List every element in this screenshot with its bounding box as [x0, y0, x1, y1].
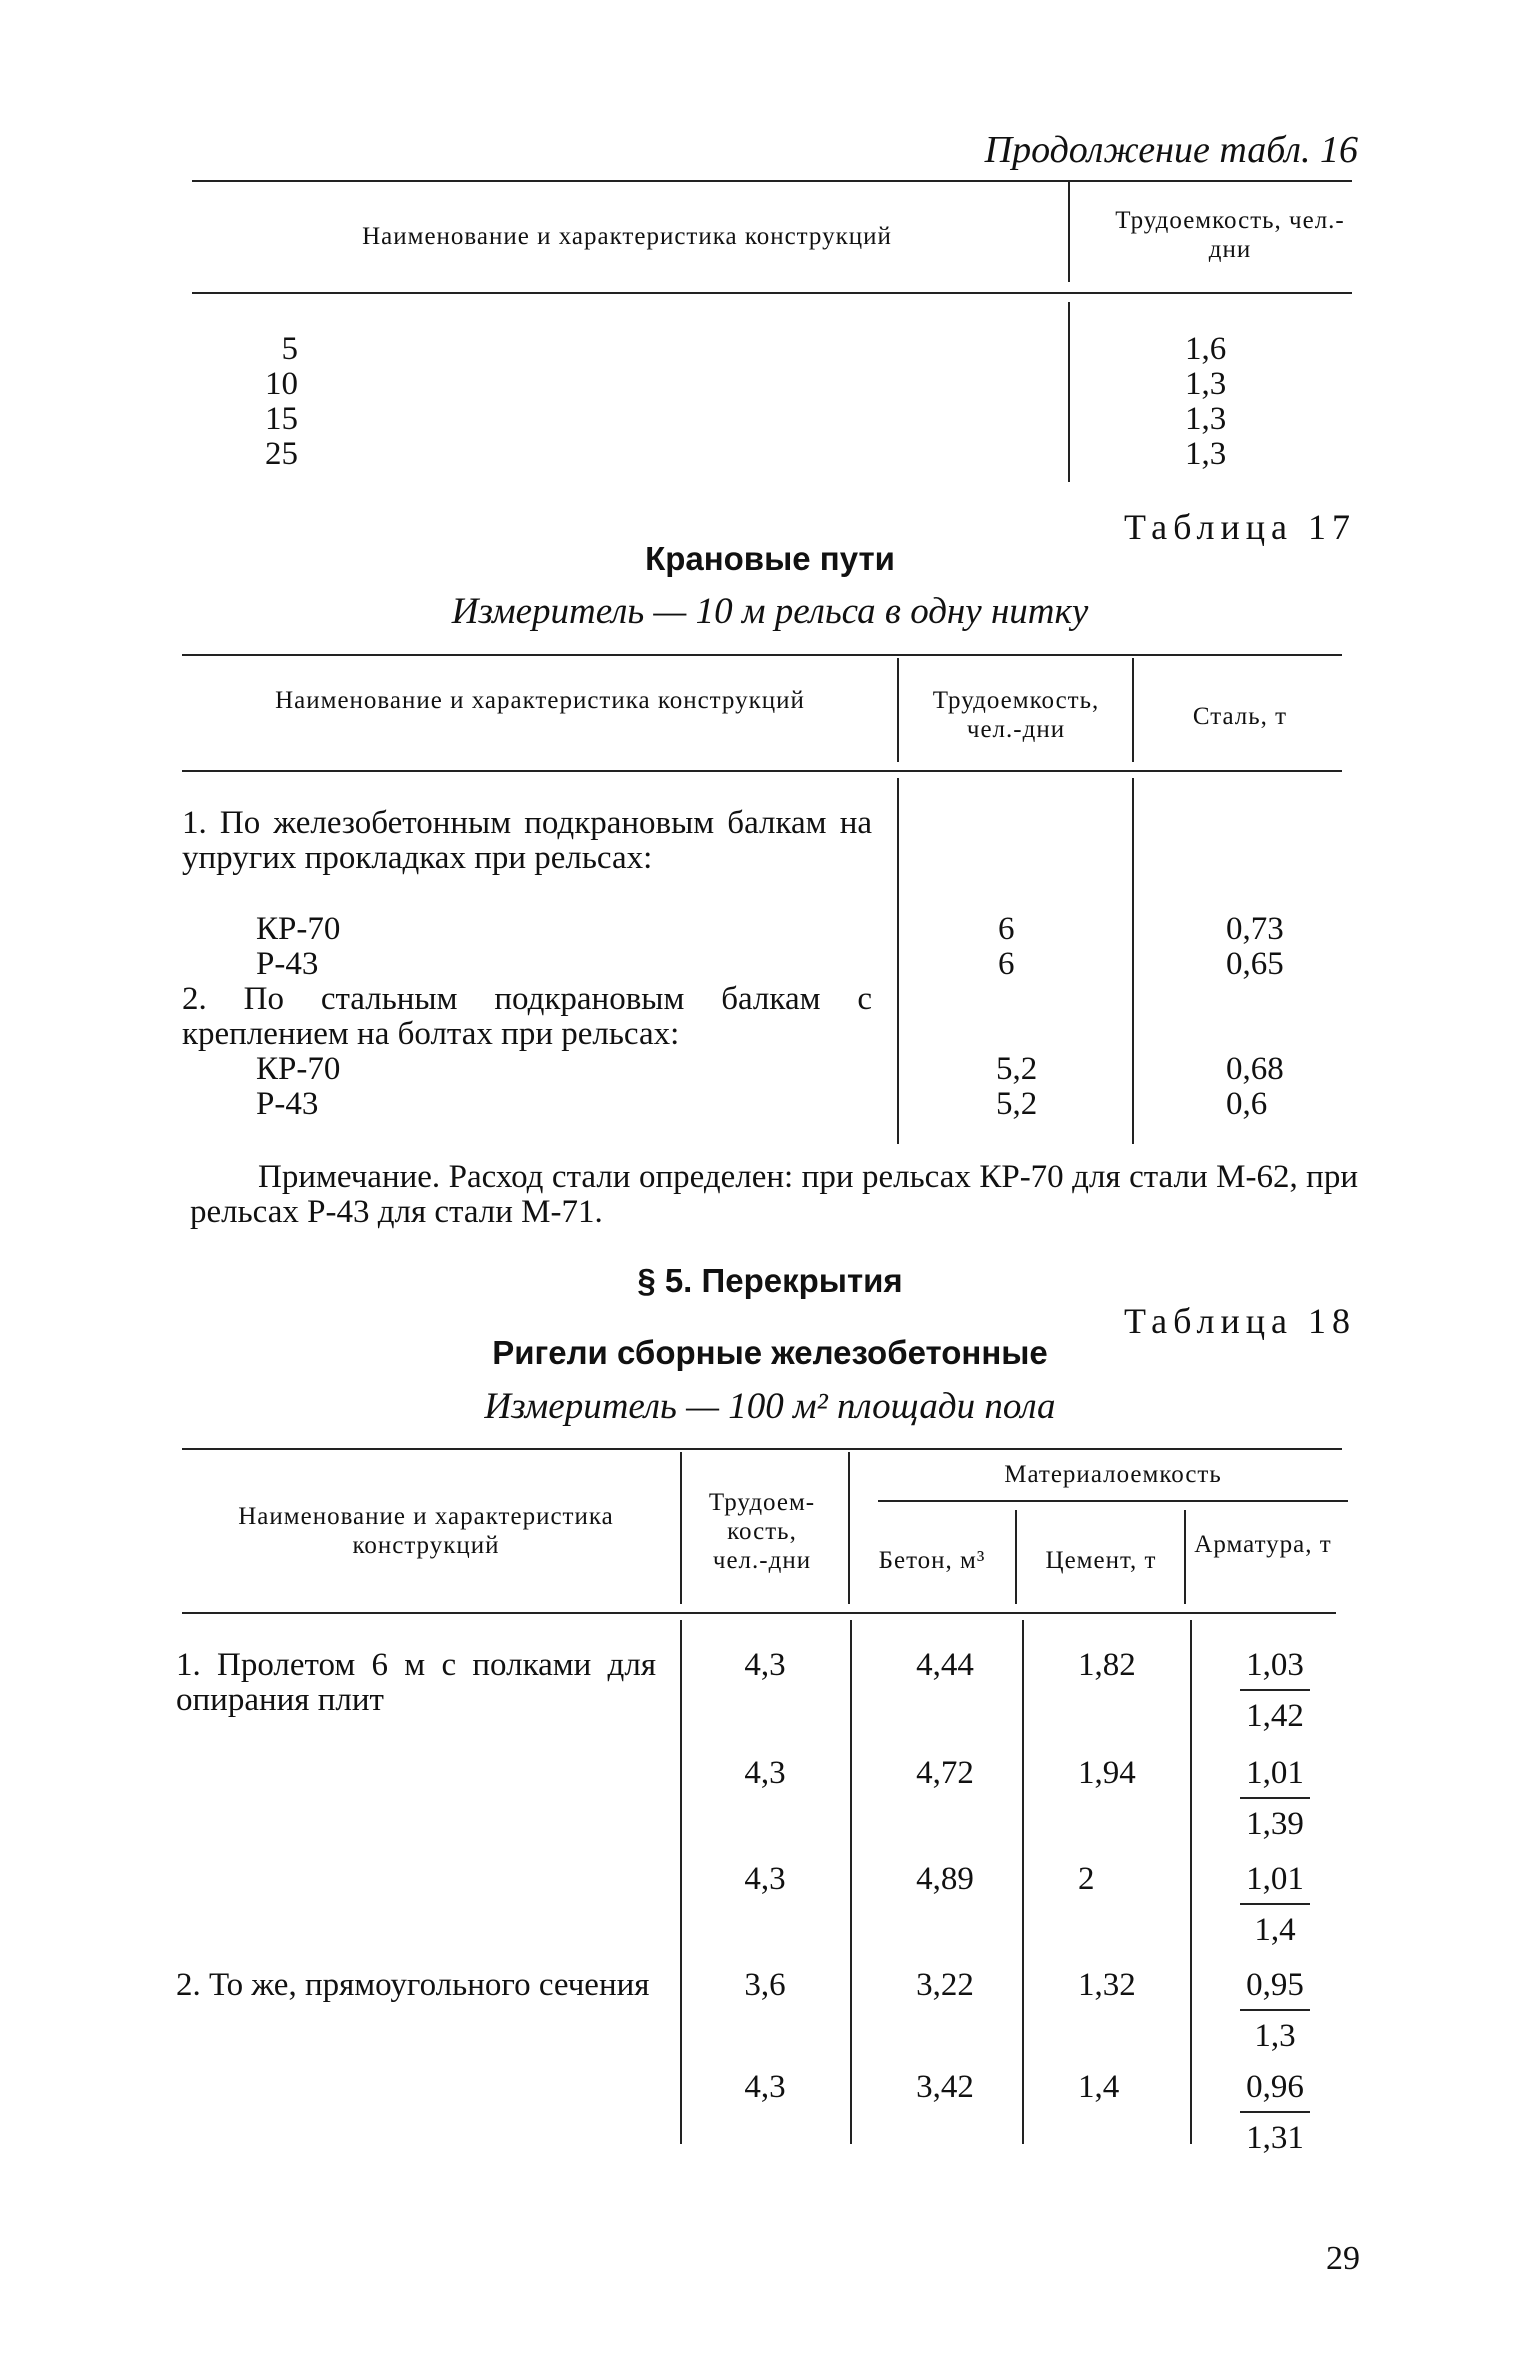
table18-row-rebar: [1240, 1968, 1310, 2054]
table18-row-labor: 3,6: [744, 1967, 786, 2003]
table16-row-labor: 1,3: [1185, 436, 1227, 472]
table18-row-cement: 1,32: [1078, 1967, 1136, 2003]
table18-row-rebar: [1240, 2070, 1310, 2156]
section-heading: § 5. Перекрытия: [637, 1262, 903, 1299]
table18-top-rule: [182, 1448, 1342, 1450]
table17-row-labor: 6: [998, 911, 1015, 947]
table18-rebar-denominator: 1,4: [1254, 1912, 1296, 1948]
table17-row-labor: 6: [998, 946, 1015, 982]
table18-rebar-numerator: 1,03: [1240, 1648, 1310, 1691]
table17-label: Таблица 17: [1124, 507, 1356, 547]
table17-note: Примечание. Расход стали определен: при рельсах КР-70 для стали М-62, при рельсах Р-43 для стали М-71.: [190, 1159, 1358, 1230]
table18-title: Ригели сборные железобетонные: [492, 1334, 1048, 1371]
table18-row-concrete: 4,44: [916, 1647, 974, 1683]
table18-header-material: Материалоемкость: [1004, 1461, 1222, 1488]
table18-row-cement: 1,4: [1078, 2069, 1120, 2105]
table18-item1-text: 1. Пролетом 6 м с полками для опирания плит: [176, 1647, 656, 1718]
table17-row-steel: 0,68: [1226, 1051, 1284, 1087]
table17-row-steel: 0,65: [1226, 946, 1284, 982]
table17-row-labor: 5,2: [996, 1051, 1038, 1087]
table17-row-name: КР-70: [256, 1051, 341, 1087]
table18-row-labor: 4,3: [744, 1647, 786, 1683]
table16-row-name: 15: [265, 401, 298, 437]
table17-row-steel: 0,73: [1226, 911, 1284, 947]
table18-divider-4-body: [1190, 1620, 1192, 2144]
page-number: 29: [1326, 2240, 1360, 2277]
table18-header-rebar: Арматура, т: [1194, 1531, 1332, 1558]
table17-divider-2-header: [1132, 658, 1134, 762]
table18-label: Таблица 18: [1124, 1301, 1356, 1341]
table18-header-name: Наименование и характеристика конструкций: [238, 1503, 614, 1559]
table18-divider-3-body: [1022, 1620, 1024, 2144]
table18-header-concrete: Бетон, м³: [878, 1547, 986, 1574]
table18-row-rebar: [1240, 1862, 1310, 1948]
table18-row-concrete: 3,42: [916, 2069, 974, 2105]
table18-row-labor: 4,3: [744, 2069, 786, 2105]
table18-row-concrete: 4,89: [916, 1861, 974, 1897]
table18-row-labor: 4,3: [744, 1861, 786, 1897]
table16-header-labor: Трудоемкость, чел.-дни: [1115, 207, 1345, 263]
table17-header-labor: Трудоемкость, чел.-дни: [932, 687, 1100, 743]
table18-header-cement: Цемент, т: [1045, 1547, 1157, 1574]
table17-item2-text: 2. По стальным подкрановым балкам с креплением на болтах при рельсах:: [182, 981, 872, 1052]
table17-row-labor: 5,2: [996, 1086, 1038, 1122]
table18-rebar-denominator: 1,42: [1246, 1698, 1304, 1734]
table17-divider-2-body: [1132, 778, 1134, 1144]
table16-header-name: Наименование и характеристика конструкций: [362, 223, 892, 250]
table17-measure: Измеритель — 10 м рельса в одну нитку: [451, 591, 1089, 632]
table18-rebar-denominator: 1,31: [1246, 2120, 1304, 2156]
table18-rebar-denominator: 1,39: [1246, 1806, 1304, 1842]
table17-title: Крановые пути: [645, 540, 895, 577]
table18-row-concrete: 3,22: [916, 1967, 974, 2003]
table17-row-steel: 0,6: [1226, 1086, 1268, 1122]
table17-row-name: Р-43: [256, 946, 319, 982]
table17-row-name: Р-43: [256, 1086, 319, 1122]
table18-rebar-numerator: 1,01: [1240, 1756, 1310, 1799]
table16-divider-header: [1068, 182, 1070, 282]
table16-continuation-caption: Продолжение табл. 16: [984, 129, 1358, 171]
table18-divider-1-body: [680, 1620, 682, 2144]
table18-row-cement: 1,82: [1078, 1647, 1136, 1683]
table16-row-name: 5: [281, 331, 298, 367]
table18-rebar-numerator: 1,01: [1240, 1862, 1310, 1905]
table17-top-rule: [182, 654, 1342, 656]
table16-row-name: 25: [265, 436, 298, 472]
table18-row-cement: 2: [1078, 1861, 1095, 1897]
table17-row-name: КР-70: [256, 911, 341, 947]
table16-divider-body: [1068, 302, 1070, 482]
table18-measure: Измеритель — 100 м² площади пола: [484, 1386, 1056, 1427]
table18-rebar-numerator: 0,96: [1240, 2070, 1310, 2113]
table18-divider-1-header: [680, 1452, 682, 1604]
table17-header-name: Наименование и характеристика конструкций: [275, 687, 805, 714]
table18-row-rebar: [1240, 1756, 1310, 1842]
table17-divider-1-header: [897, 658, 899, 762]
table18-rebar-numerator: 0,95: [1240, 1968, 1310, 2011]
table17-header-rule: [182, 770, 1342, 772]
table16-row-name: 10: [265, 366, 298, 402]
table18-row-labor: 4,3: [744, 1755, 786, 1791]
table16-row-labor: 1,3: [1185, 401, 1227, 437]
table18-row-rebar: [1240, 1648, 1310, 1734]
table18-item2-text: 2. То же, прямоугольного сечения: [176, 1967, 650, 2003]
table17-divider-1-body: [897, 778, 899, 1144]
table16-top-rule: [192, 180, 1352, 182]
table18-row-concrete: 4,72: [916, 1755, 974, 1791]
table18-header-labor: Трудоем-кость, чел.-дни: [708, 1489, 816, 1574]
table18-header-rule: [182, 1612, 1336, 1614]
table18-divider-2-header: [848, 1452, 850, 1604]
table18-rebar-denominator: 1,3: [1254, 2018, 1296, 2054]
table17-header-steel: Сталь, т: [1192, 703, 1288, 730]
table16-row-labor: 1,3: [1185, 366, 1227, 402]
table18-divider-4-header: [1184, 1510, 1186, 1604]
table18-divider-3-header: [1015, 1510, 1017, 1604]
table18-divider-2-body: [850, 1620, 852, 2144]
table18-material-rule: [878, 1500, 1348, 1502]
table18-row-cement: 1,94: [1078, 1755, 1136, 1791]
table17-item1-text: 1. По железобетонным подкрановым балкам на упругих прокладках при рельсах:: [182, 805, 872, 876]
table16-row-labor: 1,6: [1185, 331, 1227, 367]
table16-header-rule: [192, 292, 1352, 294]
